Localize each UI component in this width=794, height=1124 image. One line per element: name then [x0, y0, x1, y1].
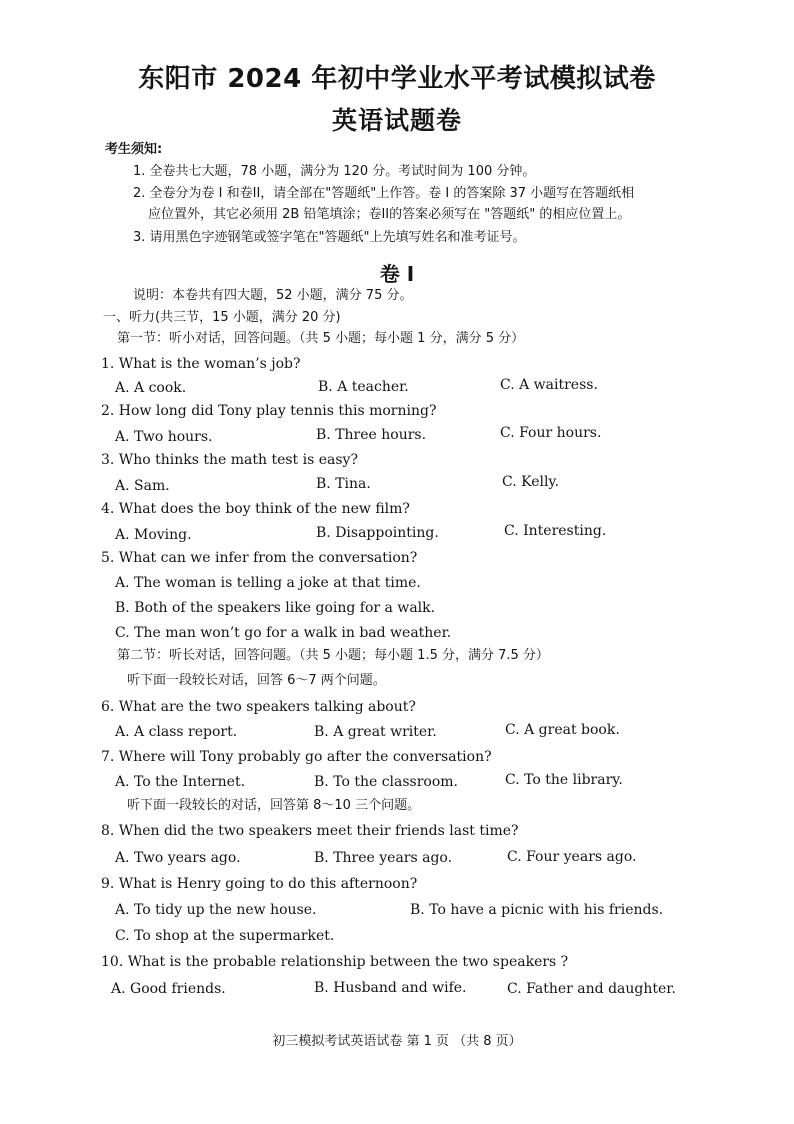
- q1-option-b: B. A teacher.: [318, 379, 409, 395]
- q6-option-b: B. A great writer.: [314, 724, 437, 740]
- section1-heading: 第一节：听小对话，回答问题。（共 5 小题；每小题 1 分，满分 5 分）: [117, 331, 525, 346]
- q2-option-b: B. Three hours.: [316, 427, 427, 443]
- q3-option-a: A. Sam.: [115, 478, 170, 494]
- q8-option-c: C. Four years ago.: [507, 849, 637, 865]
- q10-option-c: C. Father and daughter.: [507, 981, 676, 997]
- q1-option-c: C. A waitress.: [500, 377, 598, 393]
- q5-option-a: A. The woman is telling a joke at that time.: [115, 575, 421, 591]
- q8-option-a: A. Two years ago.: [115, 850, 241, 866]
- question-3: 3. Who thinks the math test is easy?: [101, 452, 358, 468]
- q2-option-c: C. Four hours.: [500, 425, 602, 441]
- q4-option-b: B. Disappointing.: [316, 525, 439, 541]
- q5-option-c: C. The man won’t go for a walk in bad weather.: [115, 625, 452, 641]
- volume-label: 卷 I: [379, 262, 415, 286]
- section2-heading: 第二节：听长对话，回答问题。（共 5 小题；每小题 1.5 分，满分 7.5 分）: [117, 648, 549, 663]
- question-6: 6. What are the two speakers talking about?: [101, 699, 416, 715]
- exam-subtitle: 英语试题卷: [331, 106, 462, 135]
- q7-option-a: A. To the Internet.: [115, 774, 246, 790]
- page-footer: 初三模拟考试英语试卷 第 1 页 （共 8 页）: [272, 1034, 522, 1049]
- q8-option-b: B. Three years ago.: [314, 850, 453, 866]
- question-10: 10. What is the probable relationship between the two speakers ?: [101, 954, 569, 970]
- question-5: 5. What can we infer from the conversation?: [101, 550, 418, 566]
- q6-option-c: C. A great book.: [505, 722, 620, 738]
- question-8: 8. When did the two speakers meet their friends last time?: [101, 823, 519, 839]
- q10-option-a: A. Good friends.: [111, 981, 226, 997]
- q7-option-b: B. To the classroom.: [314, 774, 459, 790]
- q9-option-a: A. To tidy up the new house.: [115, 902, 317, 918]
- exam-title: 东阳市 2024 年初中学业水平考试模拟试卷: [138, 64, 656, 94]
- q2-option-a: A. Two hours.: [115, 429, 213, 445]
- q10-option-b: B. Husband and wife.: [314, 980, 467, 996]
- q6-option-a: A. A class report.: [115, 724, 238, 740]
- notice-item-1: 1. 全卷共七大题，78 小题，满分为 120 分。考试时间为 100 分钟。: [133, 164, 536, 179]
- notice-item-2-cont: 应位置外，其它必须用 2B 铅笔填涂；卷II的答案必须写在 "答题纸" 的相应位置上。: [148, 207, 631, 222]
- section2-instruction-2: 听下面一段较长的对话，回答第 8～10 三个问题。: [127, 798, 421, 813]
- q1-option-a: A. A cook.: [115, 380, 187, 396]
- notice-item-3: 3. 请用黑色字迹钢笔或签字笔在"答题纸"上先填写姓名和准考证号。: [133, 230, 526, 245]
- volume-description: 说明：本卷共有四大题，52 小题，满分 75 分。: [133, 288, 413, 303]
- question-4: 4. What does the boy think of the new film?: [101, 501, 410, 517]
- notice-heading: 考生须知:: [105, 142, 163, 157]
- question-7: 7. Where will Tony probably go after the conversation?: [101, 749, 492, 765]
- section2-instruction-1: 听下面一段较长对话，回答 6～7 两个问题。: [127, 673, 386, 688]
- notice-item-2: 2. 全卷分为卷 I 和卷II，请全部在"答题纸"上作答。卷 I 的答案除 37 小题写在答题纸相: [133, 186, 635, 201]
- q3-option-b: B. Tina.: [316, 476, 371, 492]
- part1-heading: 一、听力(共三节，15 小题，满分 20 分): [103, 310, 341, 325]
- q3-option-c: C. Kelly.: [502, 474, 559, 490]
- question-2: 2. How long did Tony play tennis this morning?: [101, 403, 437, 419]
- q9-option-b: B. To have a picnic with his friends.: [410, 902, 664, 918]
- q4-option-a: A. Moving.: [115, 527, 192, 543]
- q4-option-c: C. Interesting.: [504, 523, 607, 539]
- question-9: 9. What is Henry going to do this afternoon?: [101, 876, 418, 892]
- q5-option-b: B. Both of the speakers like going for a walk.: [115, 600, 436, 616]
- q7-option-c: C. To the library.: [505, 772, 623, 788]
- question-1: 1. What is the woman’s job?: [101, 356, 301, 372]
- q9-option-c: C. To shop at the supermarket.: [115, 928, 335, 944]
